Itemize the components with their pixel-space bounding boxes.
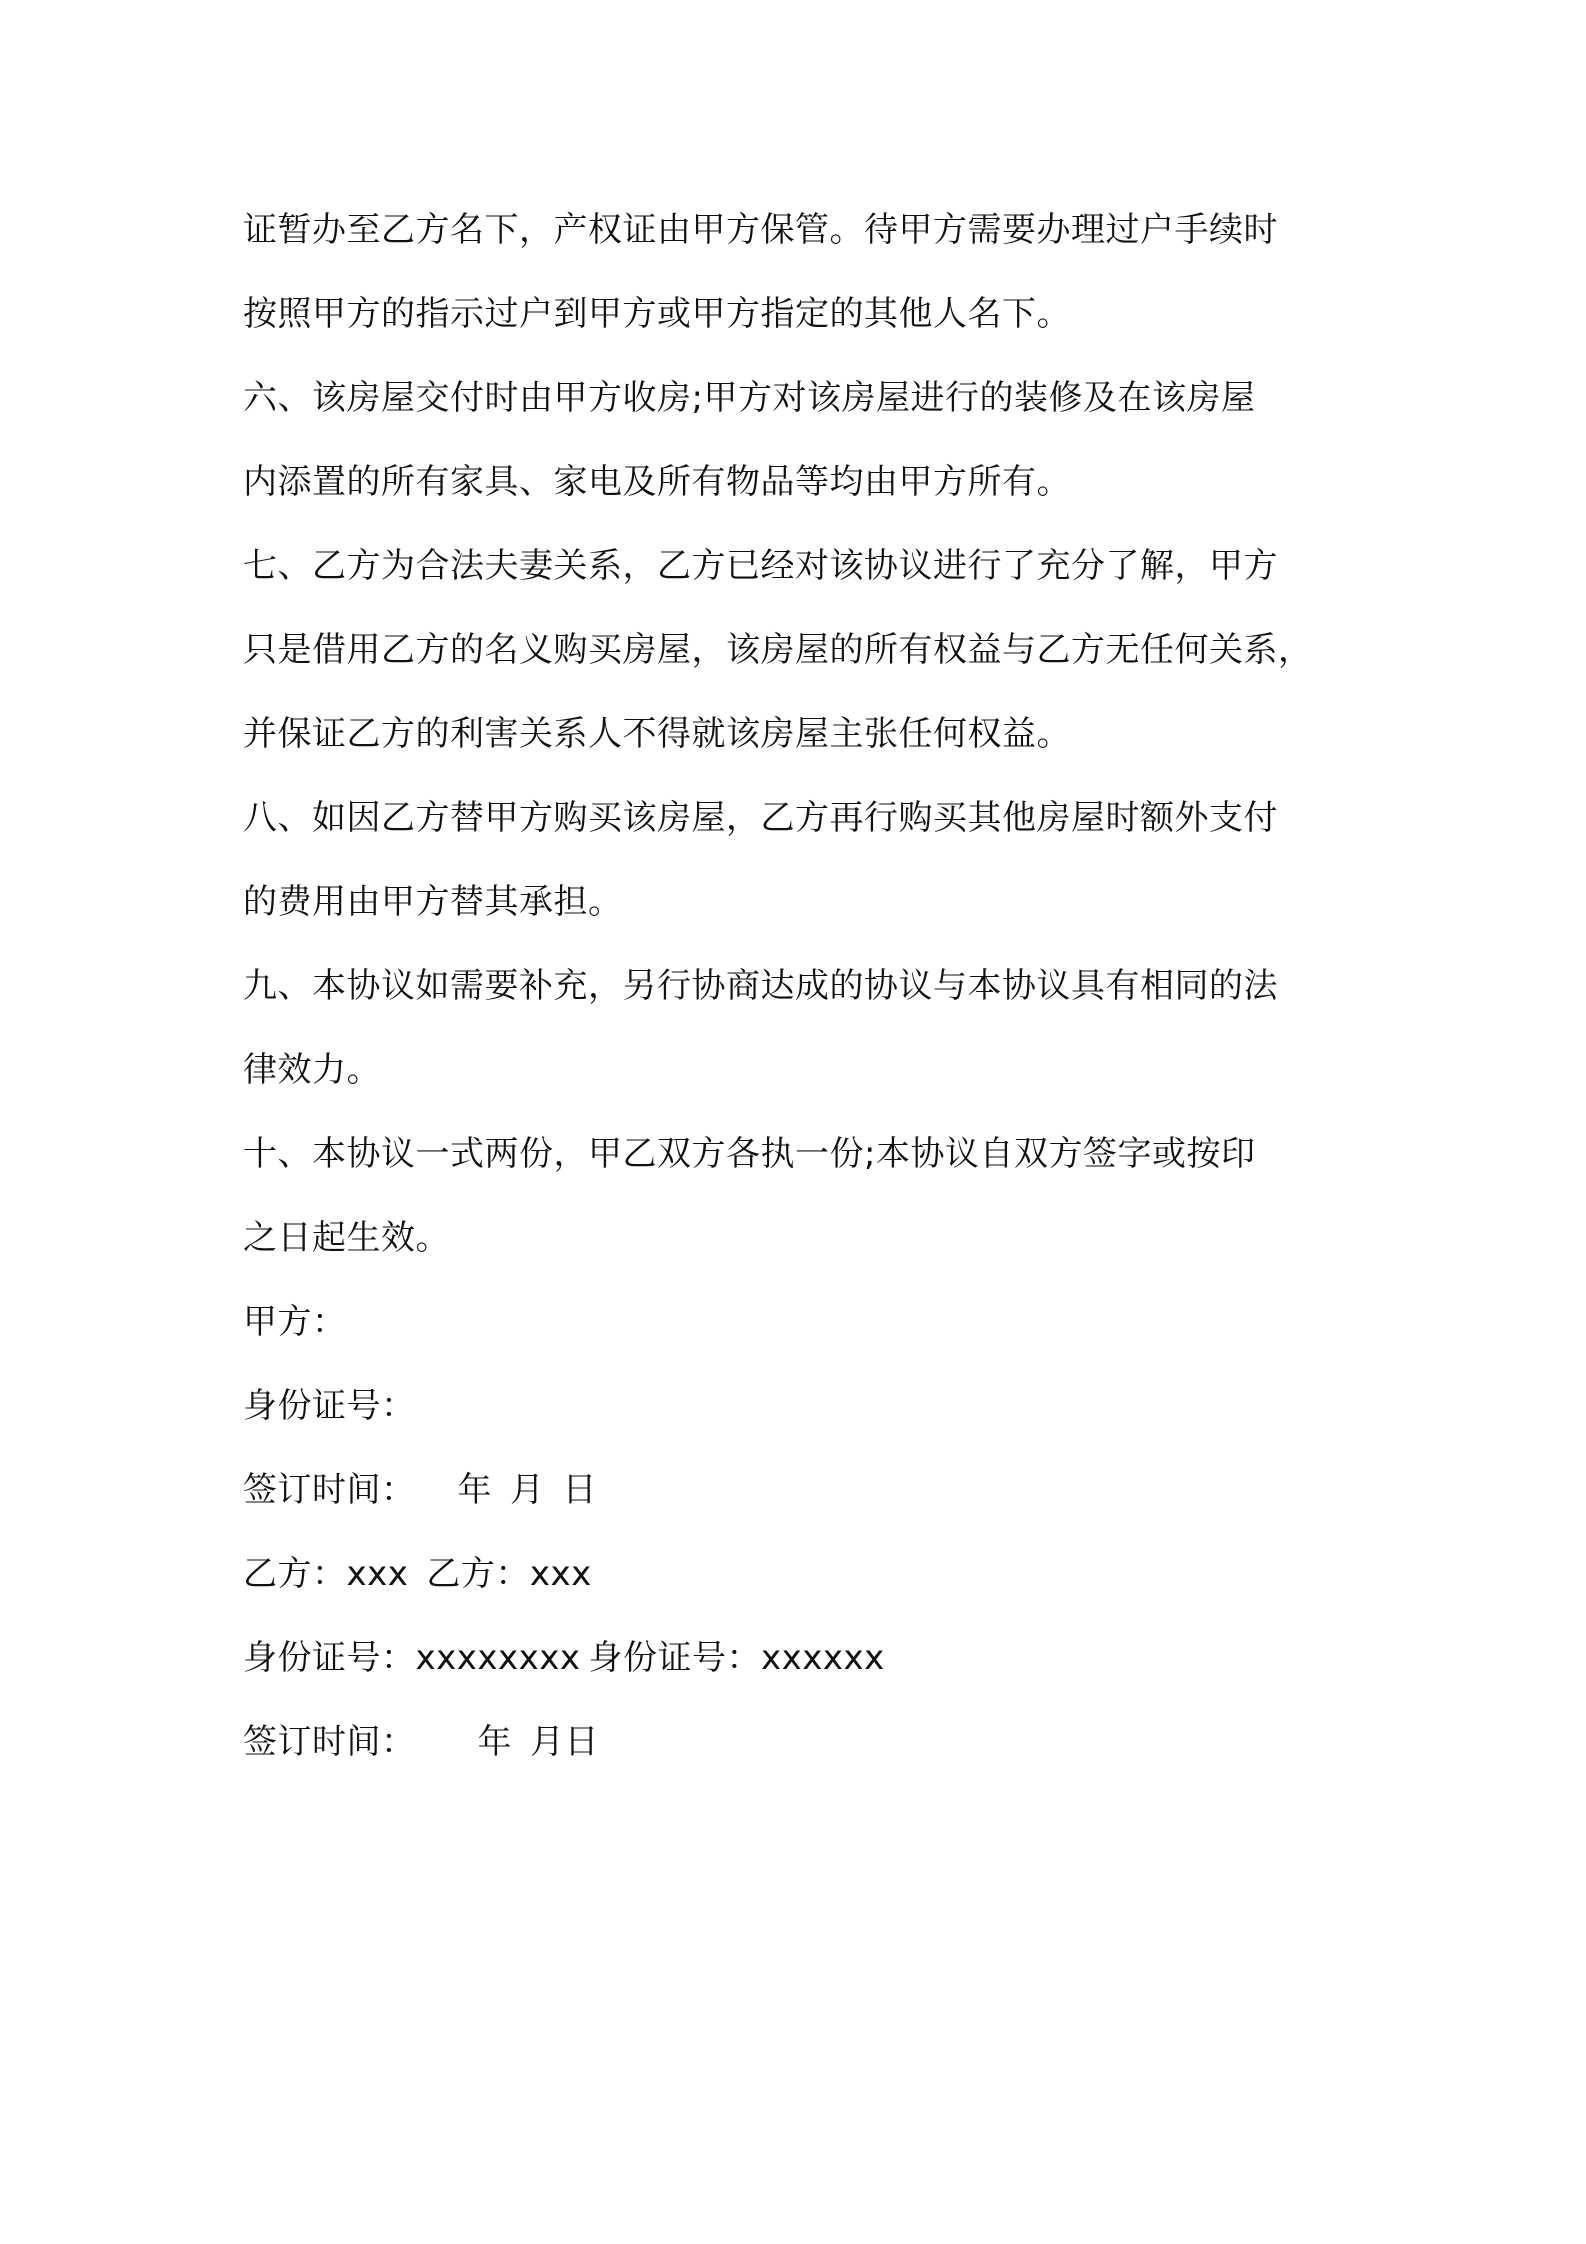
paragraph-line: 只是借用乙方的名义购买房屋，该房屋的所有权益与乙方无任何关系， (243, 630, 1313, 670)
party-b-id-row (243, 1634, 1383, 1682)
paragraph-line: 按照甲方的指示过户到甲方或甲方指定的其他人名下。 (243, 294, 1071, 334)
party-b-value: xxx (346, 1554, 409, 1594)
month-day-label: 月日 (530, 1722, 599, 1762)
id-value: xxxxxx (760, 1638, 885, 1678)
id-label: 身份证号： (243, 1638, 416, 1678)
sign-time-label: 签订时间： (243, 1722, 416, 1762)
day-label: 日 (562, 1470, 597, 1510)
party-a-label: 甲方： (243, 1302, 347, 1342)
party-b-label: 乙方： (243, 1554, 347, 1594)
paragraph-line: 证暂办至乙方名下，产权证由甲方保管。待甲方需要办理过户手续时 (243, 210, 1278, 250)
id-value: xxxxxxxx (415, 1638, 581, 1678)
party-a-sign-time-row (243, 1466, 1383, 1514)
party-b-value: xxx (529, 1554, 592, 1594)
party-a-row (243, 1298, 1383, 1346)
clause-six-line: 六、该房屋交付时由甲方收房;甲方对该房屋进行的装修及在该房屋 (243, 378, 1256, 418)
clause-nine-line: 九、本协议如需要补充，另行协商达成的协议与本协议具有相同的法 (243, 966, 1278, 1006)
id-label: 身份证号： (588, 1638, 761, 1678)
party-a-id-row (243, 1382, 1383, 1430)
party-b-row (243, 1550, 1383, 1598)
party-b-sign-time-row (243, 1718, 1383, 1766)
party-b-label: 乙方： (426, 1554, 530, 1594)
paragraph-line: 律效力。 (243, 1050, 381, 1090)
year-label: 年 (477, 1722, 512, 1762)
clause-ten-line: 十、本协议一式两份，甲乙双方各执一份;本协议自双方签字或按印 (243, 1134, 1256, 1174)
clause-seven-line: 七、乙方为合法夫妻关系，乙方已经对该协议进行了充分了解，甲方 (243, 546, 1278, 586)
paragraph-line: 之日起生效。 (243, 1218, 450, 1258)
paragraph-line: 内添置的所有家具、家电及所有物品等均由甲方所有。 (243, 462, 1071, 502)
id-label: 身份证号： (243, 1386, 416, 1426)
paragraph-line: 并保证乙方的利害关系人不得就该房屋主张任何权益。 (243, 714, 1071, 754)
paragraph-line: 的费用由甲方替其承担。 (243, 882, 623, 922)
month-label: 月 (510, 1470, 545, 1510)
clause-eight-line: 八、如因乙方替甲方购买该房屋，乙方再行购买其他房屋时额外支付 (243, 798, 1278, 838)
sign-time-label: 签订时间： (243, 1470, 416, 1510)
year-label: 年 (457, 1470, 492, 1510)
